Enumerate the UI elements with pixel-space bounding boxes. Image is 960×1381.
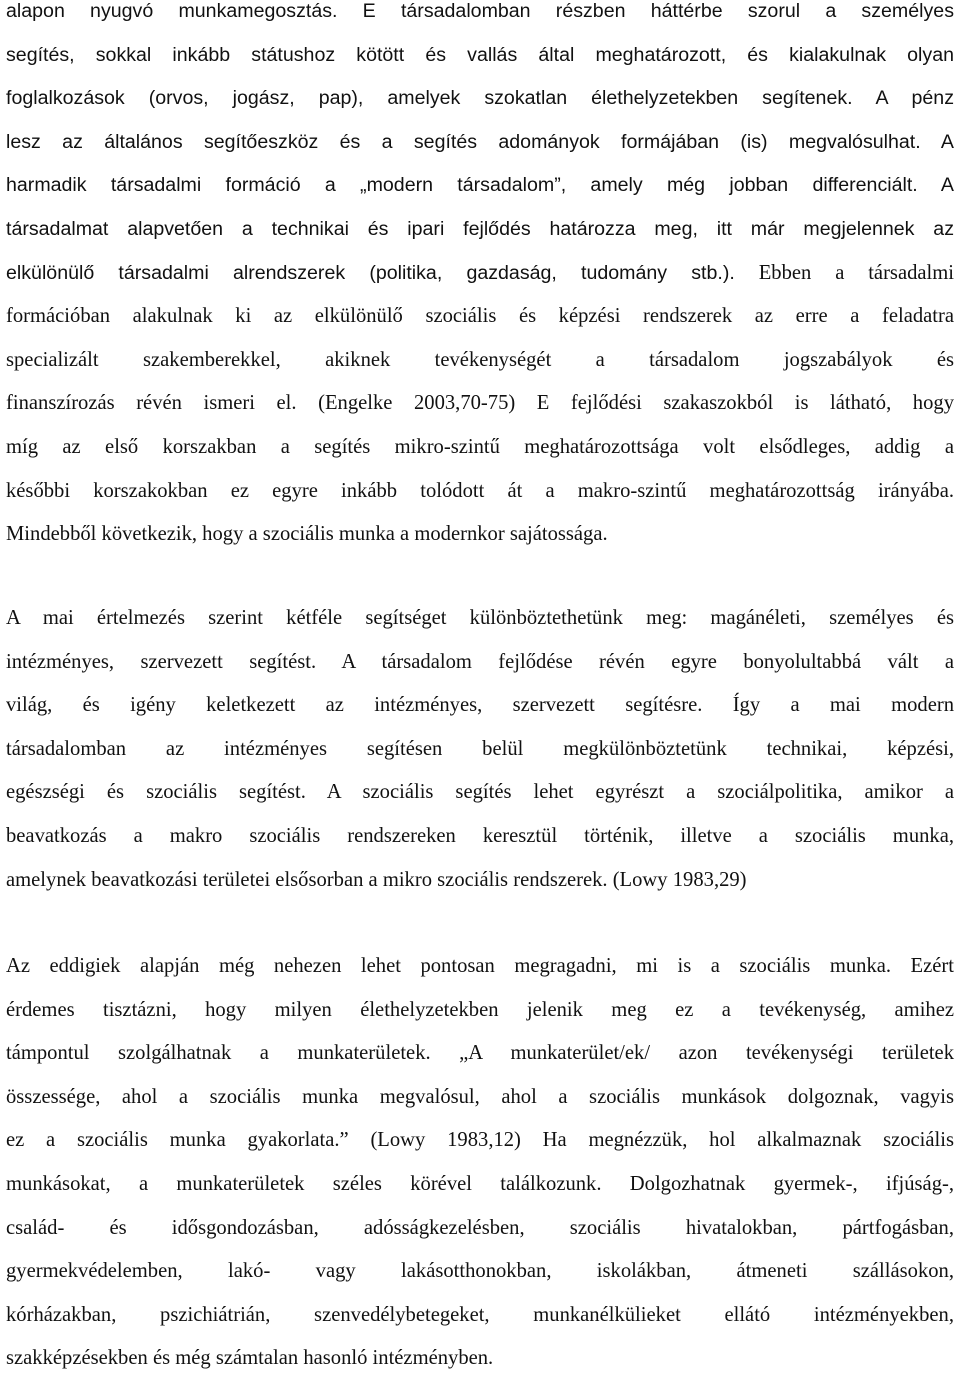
paragraph-1 [6,0,954,557]
text-line: szakképzésekben és még számtalan hasonló intézményben. [6,1347,494,1370]
text-line: ez a szociális munka gyakorlata.” (Lowy 1983,12) Ha megnézzük, hol alkalmaznak szociális [6,1129,954,1152]
text-line: beavatkozás a makro szociális rendszereken keresztül történik, illetve a szociális munka, [6,824,954,847]
text-line: érdemes tisztázni, hogy milyen élethelyzetekben jelenik meg ez a tevékenység, amihez [6,998,954,1021]
text-segment-sans: elkülönülő társadalmi alrendszerek (politika, gazdaság, tudomány stb.). [6,261,735,284]
text-line: gyermekvédelemben, lakó- vagy lakásotthonokban, iskolákban, átmeneti szállásokon, [6,1260,954,1283]
text-line: specializált szakemberekkel, akiknek tevékenységét a társadalom jogszabályok és [6,348,954,371]
text-line: alapon nyugvó munkamegosztás. E társadalomban részben háttérbe szorul a személyes [6,0,954,22]
paragraph-3 [6,945,954,1381]
text-line: intézményes, szervezett segítést. A társadalom fejlődése révén egyre bonyolultabbá vált a [6,650,954,673]
text-line: társadalmat alapvetően a technikai és ipari fejlődés határozza meg, itt már megjelennek az [6,217,954,240]
text-line: támpontul szolgálhatnak a munkaterületek. „A munkaterület/ek/ azon tevékenységi területek [6,1042,954,1065]
text-line: társadalomban az intézményes segítésen belül megkülönböztetünk technikai, képzési, [6,737,954,760]
text-line: munkásokat, a munkaterületek széles körével találkozunk. Dolgozhatnak gyermek-, ifjúság-, [6,1172,954,1195]
text-line: finanszírozás révén ismeri el. (Engelke 2003,70-75) E fejlődési szakaszokból is látható, hogy [6,392,954,415]
text-line: amelynek beavatkozási területei elsősorban a mikro szociális rendszerek. (Lowy 1983,29) [6,868,747,891]
text-line: harmadik társadalmi formáció a „modern társadalom”, amely még jobban differenciált. A [6,174,954,197]
text-line: A mai értelmezés szerint kétféle segítséget különböztethetünk meg: magánéleti, személyes és [6,607,954,629]
text-segment-serif: Ebben a társadalmi [734,261,954,284]
text-line-mixed [6,252,954,296]
text-line: összessége, ahol a szociális munka megvalósul, ahol a szociális munkások dolgoznak, vagyis [6,1085,954,1108]
text-line: későbbi korszakokban ez egyre inkább tolódott át a makro-szintű meghatározottság irányába. [6,479,954,502]
text-line: Az eddigiek alapján még nehezen lehet pontosan megragadni, mi is a szociális munka. Ezért [6,955,954,977]
text-line: egészségi és szociális segítést. A szociális segítés lehet egyrészt a szociálpolitika, amikor a [6,781,954,804]
text-line: formációban alakulnak ki az elkülönülő szociális és képzési rendszerek az erre a feladatra [6,305,954,328]
text-line: család- és idősgondozásban, adósságkezelésben, szociális hivatalokban, pártfogásban, [6,1216,954,1239]
paragraph-2 [6,597,954,902]
text-line: világ, és igény keletkezett az intézményes, szervezett segítésre. Így a mai modern [6,694,954,717]
text-line: míg az első korszakban a segítés mikro-szintű meghatározottsága volt elsődleges, addig a [6,435,954,458]
text-line: kórházakban, pszichiátrián, szenvedélybetegeket, munkanélkülieket ellátó intézményekben, [6,1303,954,1326]
text-line: segítés, sokkal inkább státushoz kötött és vallás által meghatározott, és kialakulnak olyan [6,43,954,66]
text-line: Mindebből következik, hogy a szociális munka a modernkor sajátossága. [6,523,608,546]
text-line: lesz az általános segítőeszköz és a segítés adományok formájában (is) megvalósulhat. A [6,130,954,153]
text-line: foglalkozások (orvos, jogász, pap), amelyek szokatlan élethelyzetekben segítenek. A pénz [6,87,954,110]
